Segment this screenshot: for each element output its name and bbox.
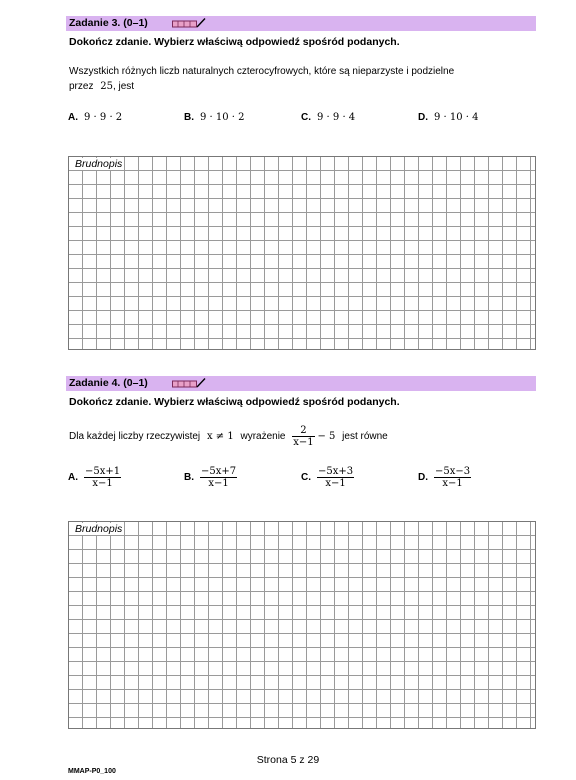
fraction-numerator: −5x+7 xyxy=(201,466,237,477)
option-value: 9 · 10 · 4 xyxy=(434,112,479,123)
scratch-label: Brudnopis xyxy=(75,523,123,535)
option-letter: A. xyxy=(68,472,78,484)
option-letter: C. xyxy=(301,472,311,484)
fraction-numerator: −5x+3 xyxy=(318,466,354,477)
task4-condition: x ≠ 1 xyxy=(206,431,234,442)
task4-title: Zadanie 4. (0–1) xyxy=(69,377,148,389)
task3-header xyxy=(66,16,536,31)
task4-option-c[interactable] xyxy=(301,466,354,489)
fraction-denominator: x−1 xyxy=(208,478,229,489)
task4-header xyxy=(66,376,536,391)
option-letter: D. xyxy=(418,472,428,484)
fraction-numerator: −5x−3 xyxy=(435,466,471,477)
task3-divisor: 25 xyxy=(100,81,113,92)
task3-question-text: przez xyxy=(69,81,94,92)
option-letter: B. xyxy=(184,472,194,484)
task4-question-text: Dla każdej liczby rzeczywistej xyxy=(69,431,201,442)
document-code: MMAP-P0_100 xyxy=(68,768,116,775)
option-letter: C. xyxy=(301,112,311,123)
task4-option-b[interactable] xyxy=(184,466,237,489)
task3-option-b[interactable] xyxy=(184,112,245,123)
pencil-icon xyxy=(172,378,206,389)
fraction-numerator: −5x+1 xyxy=(85,466,121,477)
task4-expression-fraction xyxy=(292,425,314,448)
task4-option-a[interactable] xyxy=(68,466,121,489)
task3-question-end: , jest xyxy=(112,81,135,92)
task3-scratch-grid[interactable] xyxy=(68,156,536,350)
task4-question-end: jest równe xyxy=(342,431,388,442)
option-value: 9 · 9 · 4 xyxy=(317,112,356,123)
page-number: Strona 5 z 29 xyxy=(256,754,320,766)
option-fraction xyxy=(200,466,237,489)
task3-option-d[interactable] xyxy=(418,112,479,123)
task4-question xyxy=(69,424,388,450)
task4-option-d[interactable] xyxy=(418,466,471,489)
task4-instruction: Dokończ zdanie. Wybierz właściwą odpowiedź spośród podanych. xyxy=(69,396,400,408)
fraction-denominator: x−1 xyxy=(293,436,314,448)
task4-question-mid: wyrażenie xyxy=(240,431,286,442)
task3-question xyxy=(69,64,454,94)
option-letter: D. xyxy=(418,112,428,123)
pencil-icon xyxy=(172,18,206,29)
option-fraction xyxy=(84,466,121,489)
task4-expression-tail: − 5 xyxy=(317,431,336,442)
task3-option-c[interactable] xyxy=(301,112,355,123)
task3-instruction: Dokończ zdanie. Wybierz właściwą odpowiedź spośród podanych. xyxy=(69,36,400,48)
option-letter: A. xyxy=(68,112,78,123)
task3-question-line1: Wszystkich różnych liczb naturalnych czterocyfrowych, które są nieparzyste i podzielne xyxy=(69,66,455,77)
option-value: 9 · 10 · 2 xyxy=(200,112,245,123)
task4-scratch-grid[interactable] xyxy=(68,521,536,729)
task3-option-a[interactable] xyxy=(68,112,122,123)
scratch-label: Brudnopis xyxy=(75,158,123,170)
fraction-denominator: x−1 xyxy=(92,478,113,489)
option-letter: B. xyxy=(184,112,194,123)
fraction-denominator: x−1 xyxy=(442,478,463,489)
option-fraction xyxy=(317,466,354,489)
task3-question-line2 xyxy=(69,79,454,94)
fraction-denominator: x−1 xyxy=(325,478,346,489)
option-value: 9 · 9 · 2 xyxy=(84,112,123,123)
option-fraction xyxy=(434,466,471,489)
fraction-numerator: 2 xyxy=(292,425,314,437)
task3-title: Zadanie 3. (0–1) xyxy=(69,17,148,29)
